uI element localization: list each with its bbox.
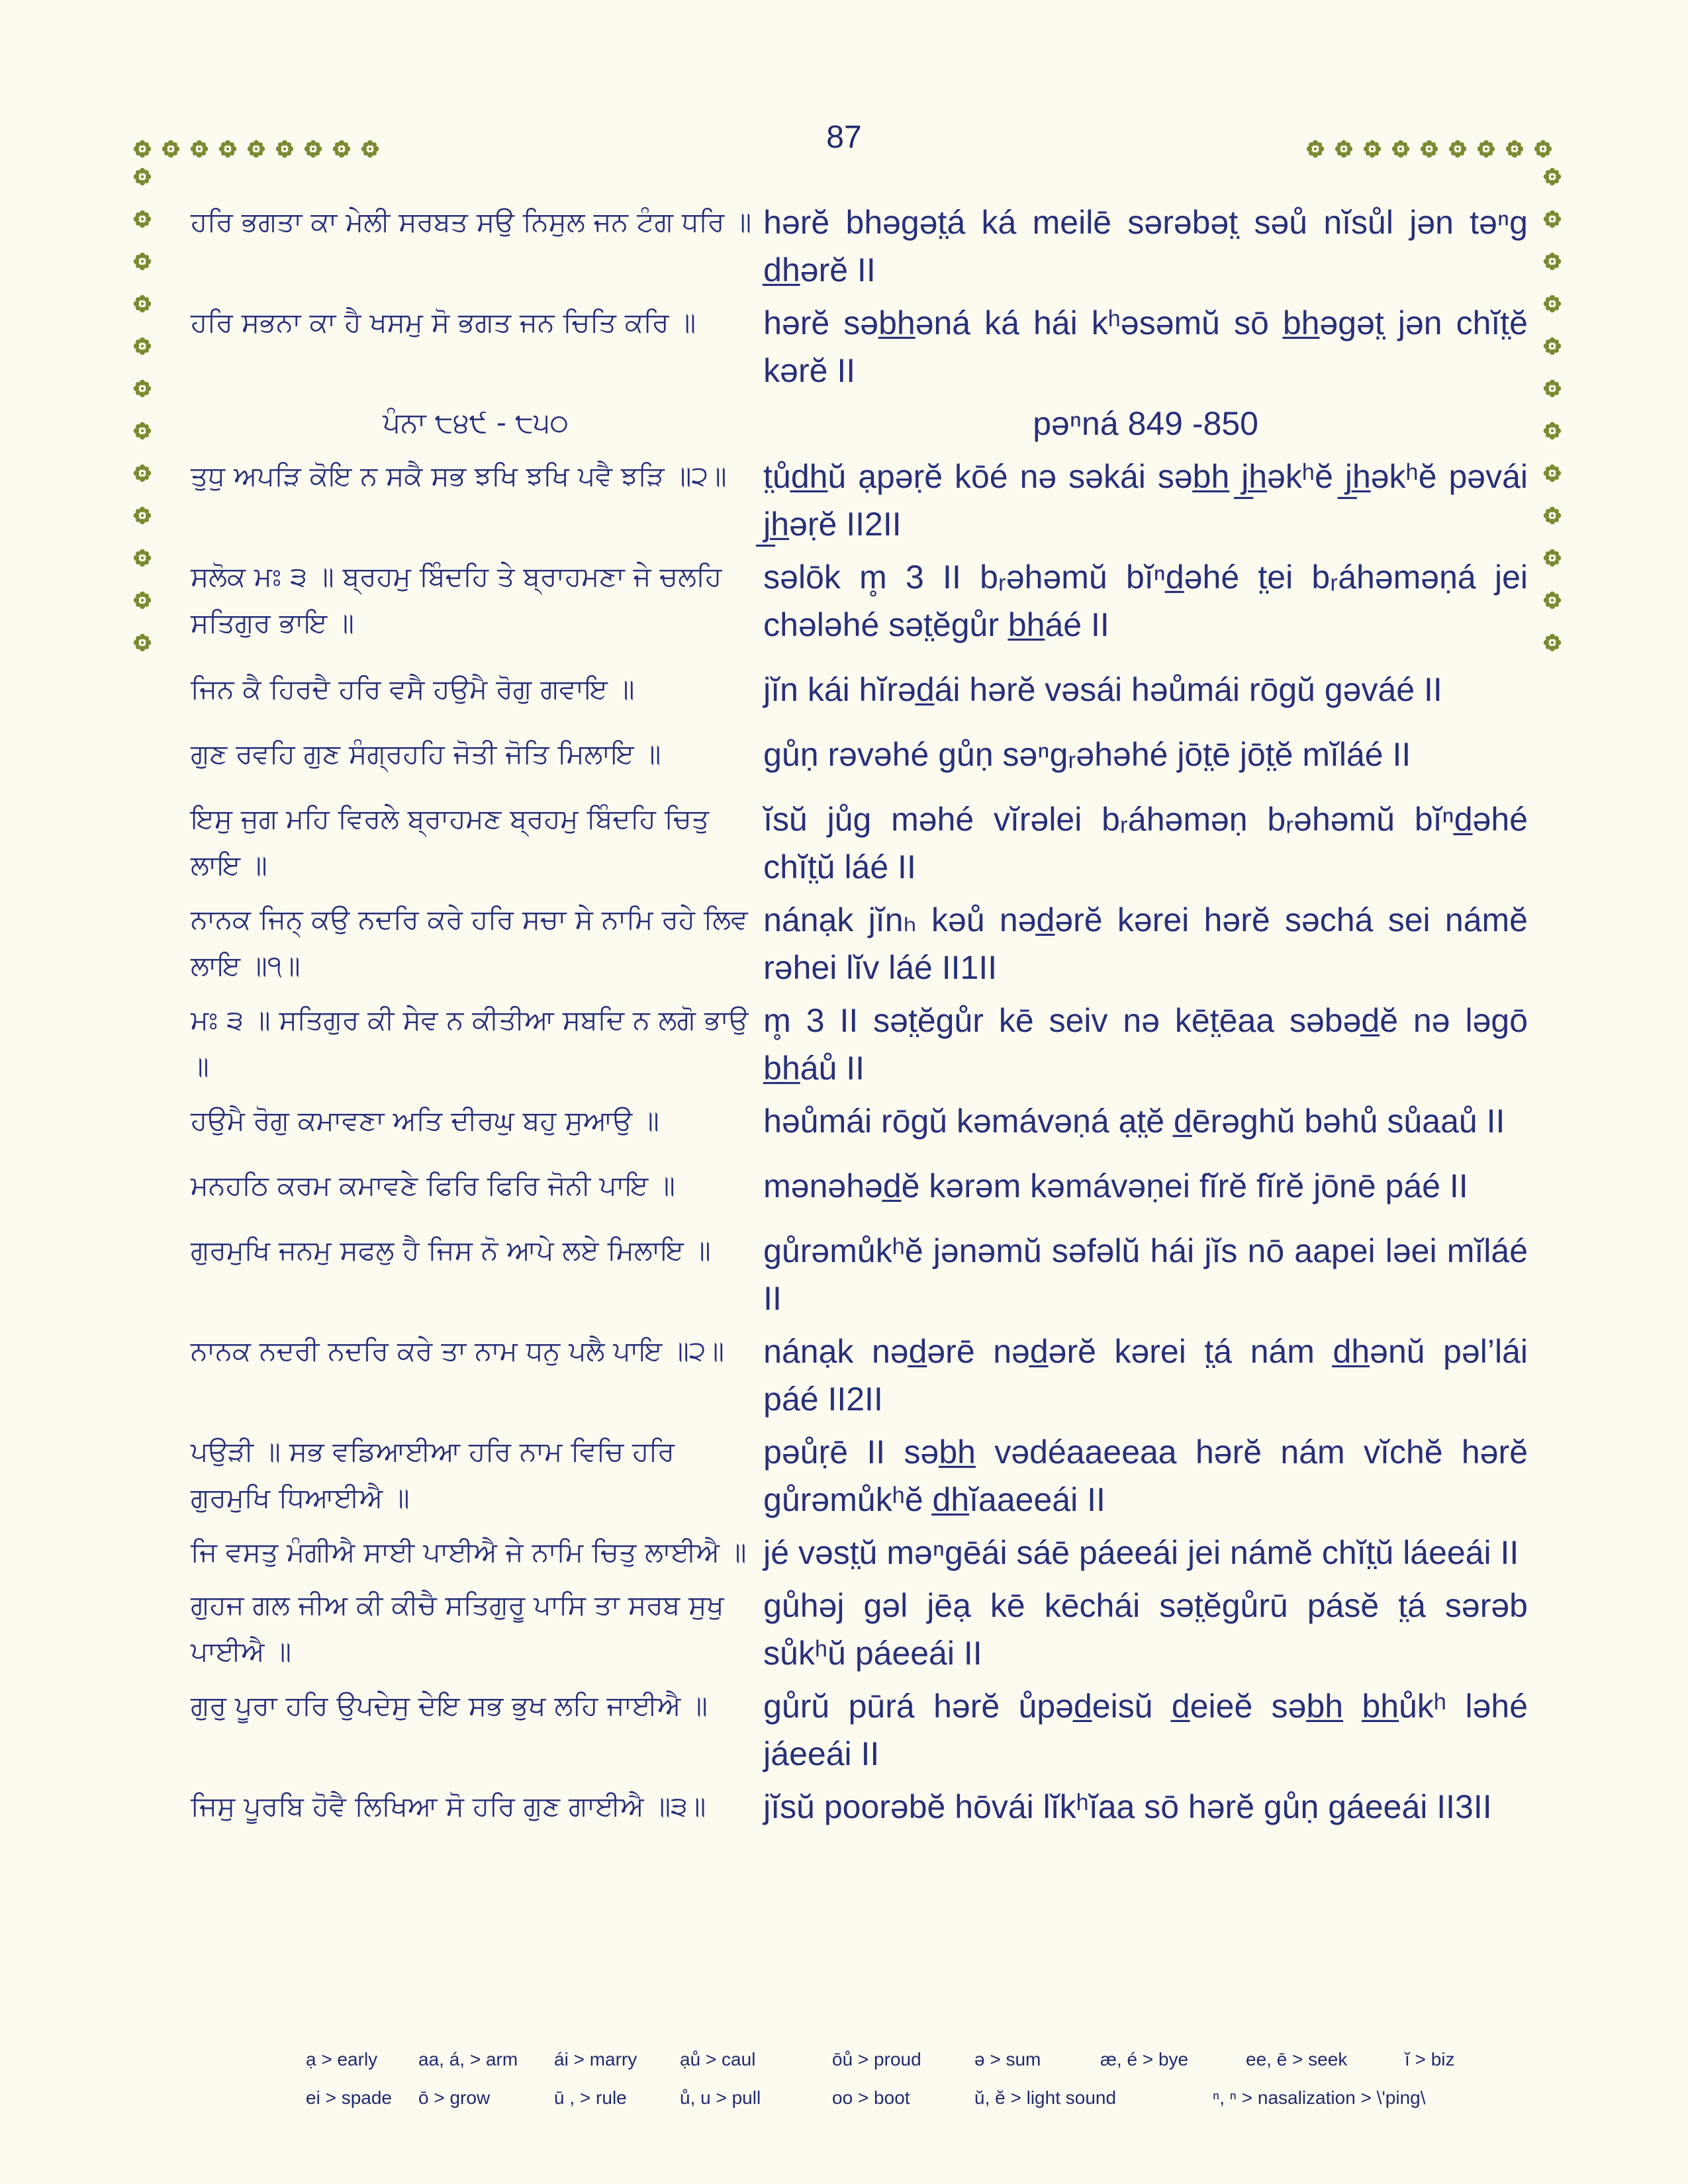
verse-row bbox=[191, 666, 1528, 713]
legend-item: ee, ē > seek bbox=[1246, 2049, 1348, 2070]
flower-icon bbox=[132, 139, 152, 159]
transliteration-text: gůhəj gəl jēạ kē kēchái sət̤ĕgůrū pásĕ t̤á sərəb sůkʰŭ páeeái II bbox=[763, 1587, 1528, 1672]
flower-icon bbox=[246, 139, 266, 159]
gurmukhi-text: ਨਾਨਕ ਨਦਰੀ ਨਦਰਿ ਕਰੇ ਤਾ ਨਾਮ ਧਨੁ ਪਲੈ ਪਾਇ ॥੨॥ bbox=[191, 1335, 725, 1367]
verse-row bbox=[191, 1529, 1528, 1576]
transliteration-text: həůmái rōgŭ kəmávəṇá ạt̤ĕ d̲ērəghŭ bəhů sůaaů II bbox=[763, 1103, 1505, 1140]
flower-icon bbox=[1448, 139, 1468, 159]
flower-icon bbox=[189, 139, 209, 159]
transliteration-text: səlōk m̥ 3 II bᵣəhəmŭ bĭⁿd̲əhé t̤ei bᵣáhəməṇá jei chələhé sət̤ĕgůr b̲h̲áé II bbox=[763, 559, 1528, 643]
transliteration-text: jĭsŭ poorəbĕ hōvái lĭkʰĭaa sō hərĕ gůṇ gáeeái II3II bbox=[763, 1788, 1492, 1825]
pronunciation-legend bbox=[306, 2040, 1497, 2117]
verse-row bbox=[191, 1162, 1528, 1210]
transliteration-text: nánạk nəd̲ərē nəd̲ərĕ kərei t̤á nám d̲h̲ənŭ pəl’lái páé II2II bbox=[763, 1333, 1528, 1418]
flower-icon bbox=[1542, 590, 1562, 610]
verse-list bbox=[191, 199, 1528, 1836]
flower-icon bbox=[275, 139, 295, 159]
flower-icon bbox=[1542, 251, 1562, 271]
verse-row bbox=[191, 553, 1528, 649]
legend-item: aa, á, > arm bbox=[418, 2049, 518, 2070]
transliteration-text: hərĕ səb̲h̲əná ká hái kʰəsəmŭ sō b̲h̲əgət̤ jən chĭt̤ĕ kərĕ II bbox=[763, 304, 1528, 389]
transliteration-text: pəⁿná 849 -850 bbox=[1033, 405, 1258, 442]
legend-item: ŭ, ĕ > light sound bbox=[974, 2087, 1117, 2108]
gurmukhi-text: ਪਉੜੀ ॥ ਸਭ ਵਡਿਆਈਆ ਹਰਿ ਨਾਮ ਵਿਚਿ ਹਰਿ ਗੁਰਮੁਖਿ ਧਿਆਈਐ ॥ bbox=[191, 1435, 675, 1514]
flower-icon bbox=[1542, 379, 1562, 398]
legend-row-2 bbox=[306, 2079, 1497, 2117]
gurmukhi-text: ਮਃ ੩ ॥ ਸਤਿਗੁਰ ਕੀ ਸੇਵ ਨ ਕੀਤੀਆ ਸਬਦਿ ਨ ਲਗੋ ਭਾਉ ॥ bbox=[191, 1004, 749, 1082]
verse-row bbox=[191, 1328, 1528, 1423]
legend-item: ū , > rule bbox=[554, 2087, 627, 2108]
verse-row bbox=[191, 1582, 1528, 1677]
flower-icon bbox=[1334, 139, 1354, 159]
verse-row bbox=[191, 997, 1528, 1092]
verse-row bbox=[191, 1097, 1528, 1145]
flower-icon bbox=[1305, 139, 1325, 159]
transliteration-text: pəůṛē II səb̲h̲ vədéaaeeaa hərĕ nám vĭchĕ hərĕ gůrəmůkʰĕ d̲h̲ĭaaeeái II bbox=[763, 1433, 1528, 1518]
verse-row bbox=[191, 199, 1528, 294]
transliteration-text: jé vəst̤ŭ məⁿgēái sáē páeeái jei námĕ chĭt̤ŭ láeeái II bbox=[763, 1534, 1519, 1571]
flower-icon bbox=[303, 139, 323, 159]
flower-icon bbox=[1542, 548, 1562, 568]
flower-icon bbox=[1476, 139, 1496, 159]
gurmukhi-text: ਗੁਰਮੁਖਿ ਜਨਮੁ ਸਫਲੁ ਹੈ ਜਿਸ ਨੋ ਆਪੇ ਲਏ ਮਿਲਾਇ ॥ bbox=[191, 1234, 711, 1266]
flower-icon bbox=[132, 336, 152, 356]
flower-icon bbox=[1542, 633, 1562, 653]
flower-icon bbox=[161, 139, 181, 159]
verse-row bbox=[191, 299, 1528, 394]
legend-item: oo > boot bbox=[832, 2087, 910, 2108]
gurmukhi-text: ਤੁਧੁ ਅਪੜਿ ਕੋਇ ਨ ਸਕੈ ਸਭ ਝਖਿ ਝਖਿ ਪਵੈ ਝੜਿ ॥੨॥ bbox=[191, 460, 727, 492]
flower-icon bbox=[1542, 506, 1562, 525]
gurmukhi-text: ਹਰਿ ਸਭਨਾ ਕਾ ਹੈ ਖਸਮੁ ਸੋ ਭਗਤ ਜਨ ਚਿਤਿ ਕਰਿ ॥ bbox=[191, 306, 696, 338]
flower-icon bbox=[132, 421, 152, 441]
flower-icon bbox=[132, 209, 152, 229]
gurmukhi-text: ਗੁਣ ਰਵਹਿ ਗੁਣ ਸੰਗ੍ਰਹਹਿ ਜੋਤੀ ਜੋਤਿ ਮਿਲਾਇ ॥ bbox=[191, 738, 661, 770]
legend-item: ů, u > pull bbox=[680, 2087, 761, 2108]
flower-icon bbox=[1542, 336, 1562, 356]
flower-icon bbox=[1542, 421, 1562, 441]
verse-row bbox=[191, 731, 1528, 778]
transliteration-text: gůṇ rəvəhé gůṇ səⁿgᵣəhəhé jōt̤ē jōt̤ĕ mĭláé II bbox=[763, 736, 1411, 773]
legend-item: ái > marry bbox=[554, 2049, 637, 2070]
gurmukhi-text: ਜਿਨ ਕੈ ਹਿਰਦੈ ਹਰਿ ਵਸੈ ਹਉਮੈ ਰੋਗੁ ਗਵਾਇ ॥ bbox=[191, 673, 635, 705]
verse-row bbox=[191, 1428, 1528, 1524]
gurmukhi-text: ਇਸੁ ਜੁਗ ਮਹਿ ਵਿਰਲੇ ਬ੍ਰਾਹਮਣ ਬ੍ਰਹਮੁ ਬਿੰਦਹਿ ਚਿਤੁ ਲਾਇ ॥ bbox=[191, 803, 709, 881]
legend-item: ō > grow bbox=[418, 2087, 491, 2108]
transliteration-text: mənəhəd̲ĕ kərəm kəmávəṇei fĭrĕ fĭrĕ jōnē páé II bbox=[763, 1167, 1468, 1205]
gurmukhi-text: ਹਰਿ ਭਗਤਾ ਕਾ ਮੇਲੀ ਸਰਬਤ ਸਉ ਨਿਸੁਲ ਜਨ ਟੰਗ ਧਰਿ ॥ bbox=[191, 206, 752, 238]
verse-row bbox=[191, 1682, 1528, 1778]
verse-row bbox=[191, 453, 1528, 548]
legend-item: ei > spade bbox=[306, 2087, 392, 2108]
legend-item: ə > sum bbox=[974, 2049, 1041, 2070]
verse-row bbox=[191, 796, 1528, 891]
flower-icon bbox=[360, 139, 380, 159]
gurmukhi-text: ਗੁਰੁ ਪੂਰਾ ਹਰਿ ਉਪਦੇਸੁ ਦੇਇ ਸਭ ਭੁਖ ਲਹਿ ਜਾਈਐ ॥ bbox=[191, 1690, 708, 1721]
flower-icon bbox=[332, 139, 352, 159]
flower-icon bbox=[1533, 139, 1553, 159]
transliteration-text: jĭn kái hĭrəd̲ái hərĕ vəsái həůmái rōgŭ gəváé II bbox=[763, 671, 1442, 708]
verse-row bbox=[191, 1227, 1528, 1322]
gurmukhi-text: ਮਨਹਠਿ ਕਰਮ ਕਮਾਵਣੇ ਫਿਰਿ ਫਿਰਿ ਜੋਨੀ ਪਾਇ ॥ bbox=[191, 1169, 675, 1201]
flower-icon bbox=[1542, 463, 1562, 483]
verse-row bbox=[191, 1783, 1528, 1831]
flower-icon bbox=[132, 251, 152, 271]
gurmukhi-text: ਜਿਸੁ ਪੂਰਬਿ ਹੋਵੈ ਲਿਖਿਆ ਸੋ ਹਰਿ ਗੁਣ ਗਾਈਐ ॥੩॥ bbox=[191, 1790, 706, 1822]
transliteration-text: gůrəmůkʰĕ jənəmŭ səfəlŭ hái jĭs nō aapei ləei mĭláé II bbox=[763, 1232, 1528, 1317]
gurmukhi-text: ਸਲੋਕ ਮਃ ੩ ॥ ਬ੍ਰਹਮੁ ਬਿੰਦਹਿ ਤੇ ਬ੍ਰਾਹਮਣਾ ਜੇ ਚਲਹਿ ਸਤਿਗੁਰ ਭਾਇ ॥ bbox=[191, 561, 722, 639]
transliteration-text: gůrŭ pūrá hərĕ ůpəd̲eisŭ d̲eieĕ səb̲h̲ b̲h̲ůkʰ ləhé jáeeái II bbox=[763, 1688, 1528, 1772]
gurmukhi-text: ਹਉਮੈ ਰੋਗੁ ਕਮਾਵਣਾ ਅਤਿ ਦੀਰਘੁ ਬਹੁ ਸੁਆਉ ॥ bbox=[191, 1105, 659, 1136]
flower-icon bbox=[132, 506, 152, 525]
flower-icon bbox=[1542, 167, 1562, 187]
legend-item: æ, é > bye bbox=[1100, 2049, 1189, 2070]
flower-icon bbox=[132, 590, 152, 610]
flower-icon bbox=[132, 633, 152, 653]
legend-item: ạ > early bbox=[306, 2049, 378, 2070]
flower-icon bbox=[132, 167, 152, 187]
flower-icon bbox=[1419, 139, 1439, 159]
legend-item: ōů > proud bbox=[832, 2049, 921, 2070]
legend-item: ⁿ, ⁿ > nasalization > \'ping\ bbox=[1213, 2087, 1426, 2108]
flower-icon bbox=[132, 463, 152, 483]
legend-item: ạů > caul bbox=[680, 2049, 756, 2070]
flower-icon bbox=[132, 379, 152, 398]
flower-icon bbox=[1362, 139, 1382, 159]
flower-icon bbox=[132, 294, 152, 314]
page-number: 87 bbox=[826, 120, 862, 155]
page-reference-row bbox=[191, 400, 1528, 447]
gurmukhi-text: ਪੰਨਾ ੮੪੯ - ੮੫੦ bbox=[383, 406, 569, 439]
legend-item: ĭ > biz bbox=[1405, 2049, 1455, 2070]
flower-icon bbox=[1542, 209, 1562, 229]
transliteration-text: m̥ 3 II sət̤ĕgůr kē seiv nə kēt̤ēaa səbəd̲ĕ nə ləgō b̲h̲áů II bbox=[763, 1002, 1528, 1087]
transliteration-text: ĭsŭ jůg məhé vĭrəlei bᵣáhəməṇ bᵣəhəmŭ bĭⁿd̲əhé chĭt̤ŭ láé II bbox=[763, 801, 1528, 886]
flower-icon bbox=[1391, 139, 1411, 159]
flower-icon bbox=[218, 139, 238, 159]
flower-icon bbox=[132, 548, 152, 568]
gurmukhi-text: ਜਿ ਵਸਤੁ ਮੰਗੀਐ ਸਾਈ ਪਾਈਐ ਜੇ ਨਾਮਿ ਚਿਤੁ ਲਾਈਐ ॥ bbox=[191, 1536, 747, 1568]
flower-icon bbox=[1505, 139, 1524, 159]
legend-row-1 bbox=[306, 2040, 1497, 2079]
transliteration-text: hərĕ bhəgət̤á ká meilē sərəbət̤ səů nĭsůl jən təⁿg d̲h̲ərĕ II bbox=[763, 204, 1528, 289]
gurmukhi-text: ਨਾਨਕ ਜਿਨ੍ ਕਉ ਨਦਰਿ ਕਰੇ ਹਰਿ ਸਚਾ ਸੇ ਨਾਮਿ ਰਹੇ ਲਿਵ ਲਾਇ ॥੧॥ bbox=[191, 903, 748, 981]
transliteration-text: t̤ůd̲h̲ŭ ạpəṛĕ kōé nə səkái səb̲h̲ j̲h̲əkʰĕ j̲h̲əkʰĕ pəvái j̲h̲əṛĕ II2II bbox=[763, 458, 1528, 543]
gurmukhi-text: ਗੁਹਜ ਗਲ ਜੀਅ ਕੀ ਕੀਚੈ ਸਤਿਗੁਰੂ ਪਾਸਿ ਤਾ ਸਰਬ ਸੁਖੁ ਪਾਈਐ ॥ bbox=[191, 1589, 724, 1667]
transliteration-text: nánạk jĭnₕ kəů nəd̲ərĕ kərei hərĕ səchá sei námĕ rəhei lĭv láé II1II bbox=[763, 901, 1528, 986]
flower-icon bbox=[1542, 294, 1562, 314]
verse-row bbox=[191, 896, 1528, 991]
